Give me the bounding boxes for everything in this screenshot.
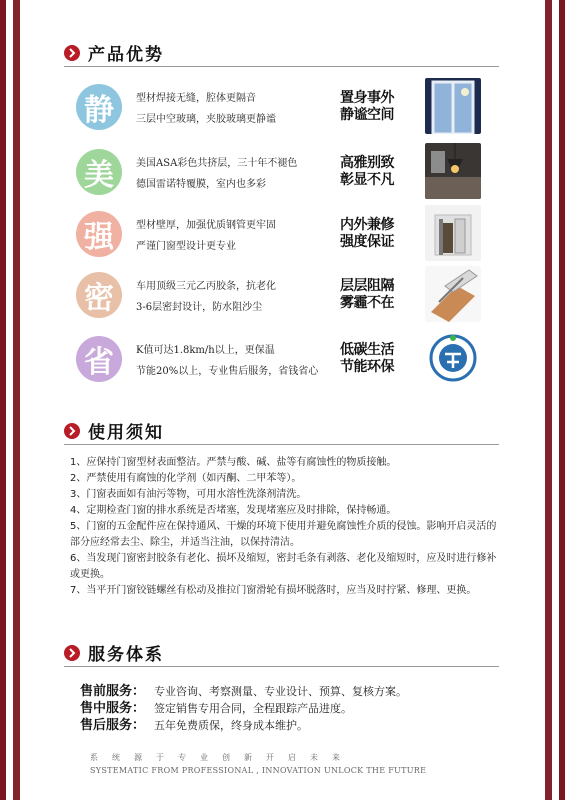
advantage-row bbox=[70, 205, 500, 265]
advantage-line: 德国雷诺特覆膜，室内也多彩 bbox=[136, 179, 266, 190]
advantage-line: 美国ASA彩色共挤层，三十年不褪色 bbox=[136, 158, 298, 169]
notice-item: 7、当平开门窗铰链螺丝有松动及推拉门窗滑轮有损坏脱落时，应当及时拧紧、修理、更换。 bbox=[70, 585, 477, 596]
advantage-line: 节能20%以上，专业售后服务，省钱省心 bbox=[136, 366, 319, 377]
advantage-slogan: 高雅别致 彰显不凡 bbox=[340, 155, 394, 188]
advantage-row bbox=[70, 143, 500, 203]
notice-item: 3、门窗表面如有油污等物，可用水溶性洗涤剂清洗。 bbox=[70, 489, 307, 500]
advantage-line: 严谨门窗型设计更专业 bbox=[136, 241, 236, 252]
section-notice-title: 使用须知 bbox=[64, 418, 164, 443]
chevron-right-icon bbox=[64, 645, 80, 661]
section-divider bbox=[64, 666, 499, 667]
service-list bbox=[80, 680, 500, 731]
chevron-right-icon bbox=[64, 45, 80, 61]
advantage-slogan: 低碳生活 节能环保 bbox=[340, 342, 394, 375]
footer-slogan-en: SYSTEMATIC FROM PROFESSIONAL , INNOVATION UNLOCK THE FUTURE bbox=[90, 766, 427, 775]
interior-lamp-image bbox=[425, 143, 481, 199]
border-stripe-left-inner bbox=[13, 0, 20, 800]
char-circle-icon: 静 bbox=[76, 84, 122, 130]
notice-item: 1、应保持门窗型材表面整洁。严禁与酸、碱、盐等有腐蚀性的物质接触。 bbox=[70, 457, 397, 468]
advantage-line: 车用顶级三元乙丙胶条，抗老化 bbox=[136, 281, 276, 292]
notice-item: 5、门窗的五金配件应在保持通风、干燥的环境下使用并避免腐蚀性介质的侵蚀。影响开启灵活的部分应经常去尘、除尘，并适当注油，以保持清洁。 bbox=[70, 521, 497, 548]
section-service-title: 服务体系 bbox=[64, 640, 164, 665]
energy-conservation-logo bbox=[425, 330, 481, 386]
advantage-row bbox=[70, 330, 500, 390]
service-row: 售前服务： 专业咨询、考察测量、专业设计、预算、复核方案。 bbox=[80, 684, 407, 699]
char-circle-icon: 省 bbox=[76, 336, 122, 382]
advantage-slogan: 内外兼修 强度保证 bbox=[340, 217, 394, 250]
profile-section-image bbox=[425, 205, 481, 261]
border-stripe-right-outer bbox=[559, 0, 565, 800]
notice-item: 4、定期检查门窗的排水系统是否堵塞，发现堵塞应及时排除，保持畅通。 bbox=[70, 505, 397, 516]
chevron-right-icon bbox=[64, 423, 80, 439]
advantage-line: 3-6层密封设计，防水阻沙尘 bbox=[136, 302, 263, 313]
advantage-row bbox=[70, 266, 500, 326]
service-row: 售中服务： 签定销售专用合同，全程跟踪产品进度。 bbox=[80, 701, 352, 716]
section-advantages-title: 产品优势 bbox=[64, 40, 164, 65]
advantage-line: K值可达1.8km/h以上，更保温 bbox=[136, 345, 275, 356]
notice-list bbox=[70, 455, 500, 599]
section-divider bbox=[64, 66, 499, 67]
footer-slogan-cn: 系统源于专业创新开启未来 bbox=[90, 753, 354, 762]
wood-profile-image bbox=[425, 266, 481, 322]
char-circle-icon: 美 bbox=[76, 149, 122, 195]
service-row: 售后服务： 五年免费质保，终身成本维护。 bbox=[80, 718, 308, 733]
advantage-row bbox=[70, 78, 500, 138]
char-circle-icon: 强 bbox=[76, 211, 122, 257]
border-stripe-left-outer bbox=[0, 0, 6, 800]
section-divider bbox=[64, 444, 499, 445]
advantage-slogan: 层层阻隔 雾霾不在 bbox=[340, 278, 394, 311]
notice-item: 6、当发现门窗密封胶条有老化、损坏及缩短，密封毛条有剥落、老化及缩短时，应及时进行修补或更换。 bbox=[70, 553, 497, 580]
advantage-line: 型材壁厚，加强优质钢管更牢固 bbox=[136, 220, 276, 231]
window-view-image bbox=[425, 78, 481, 134]
char-circle-icon: 密 bbox=[76, 272, 122, 318]
border-stripe-right-inner bbox=[545, 0, 552, 800]
notice-item: 2、严禁使用有腐蚀的化学剂（如丙酮、二甲苯等）。 bbox=[70, 473, 302, 484]
advantage-slogan: 置身事外 静谧空间 bbox=[340, 90, 394, 123]
advantage-line: 三层中空玻璃，夹胶玻璃更静谧 bbox=[136, 114, 276, 125]
advantage-line: 型材焊接无缝，腔体更隔音 bbox=[136, 93, 256, 104]
